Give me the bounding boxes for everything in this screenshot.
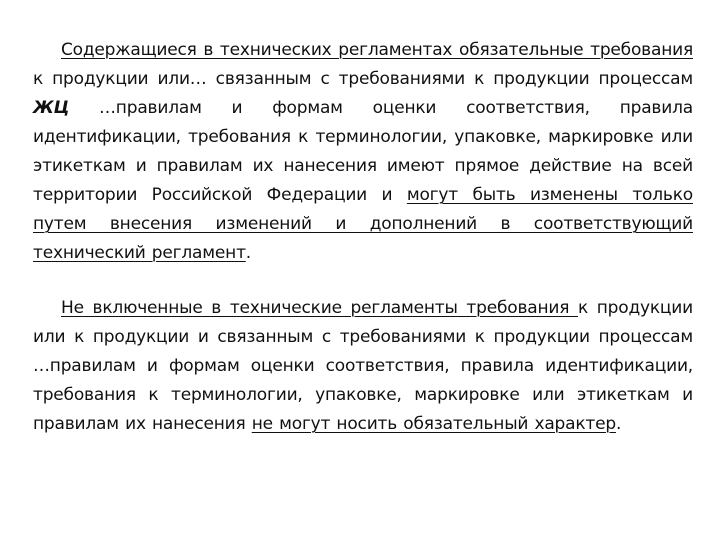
paragraph-text: к продукции или… связанным с требованиями к продукции процессам bbox=[33, 69, 693, 89]
paragraph-text: . bbox=[245, 243, 251, 263]
underlined-phrase-amendments: могут быть изменены только путем внесения изменений и дополнений в соответствующий технический регламент bbox=[33, 185, 693, 263]
lifecycle-abbreviation: ЖЦ bbox=[33, 98, 70, 118]
underlined-phrase-not-mandatory: не могут носить обязательный характер bbox=[251, 414, 616, 434]
underlined-phrase-not-included: Не включенные в технические регламенты требования bbox=[61, 298, 578, 318]
underlined-phrase-requirements: Содержащиеся в технических регламентах обязательные требования bbox=[61, 40, 693, 60]
paragraph-text: …правилам и формам оценки соответствия, правила идентификации, требования к терминологии, упаковке, маркировке или этикеткам и правилам их нанесения имеют прямое действие на всей территории Российской Федерации и bbox=[33, 98, 693, 205]
paragraph-text: . bbox=[615, 414, 622, 434]
paragraph-non-mandatory-requirements bbox=[33, 294, 693, 439]
paragraph-mandatory-requirements bbox=[33, 36, 693, 268]
paragraph-text: к продукции или к продукции и связанным с требованиями к продукции процессам …правилам и формам оценки соответствия, правила идентификации, требования к терминологии, упаковке, маркировке или этикеткам и правилам их нанесения bbox=[33, 298, 694, 434]
document-page bbox=[33, 36, 693, 439]
